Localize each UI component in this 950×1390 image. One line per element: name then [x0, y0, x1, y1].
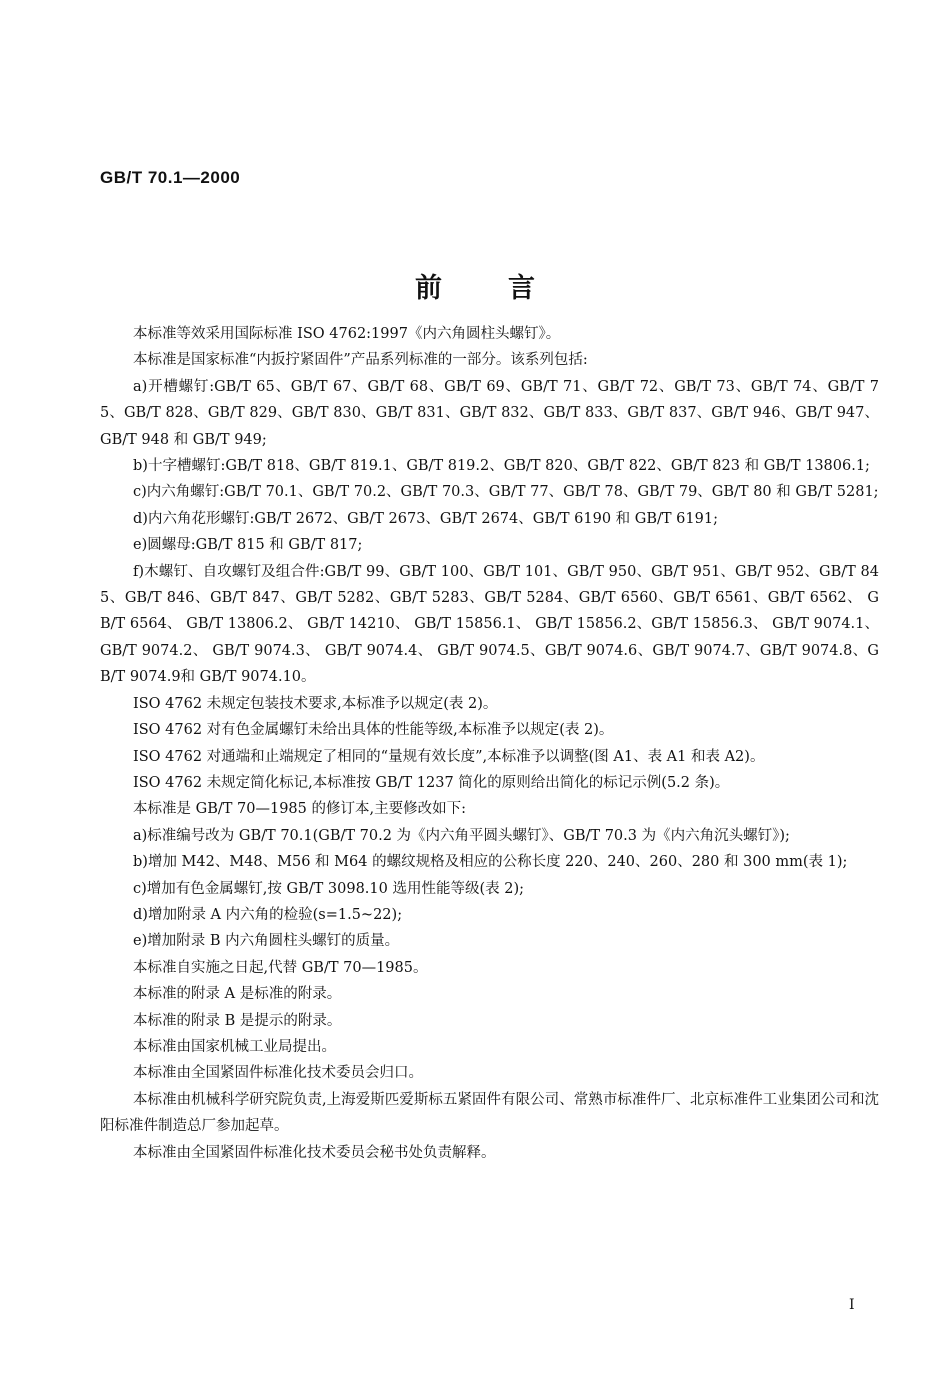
paragraph: 本标准自实施之日起,代替 GB/T 70—1985。 — [133, 959, 428, 976]
preface-body — [100, 321, 879, 1166]
change-item-d: d)增加附录 A 内六角的检验(s=1.5~22); — [133, 906, 403, 923]
paragraph: ISO 4762 未规定包装技术要求,本标准予以规定(表 2)。 — [133, 695, 498, 712]
paragraph: 本标准由机械科学研究院负责,上海爱斯匹爱斯标五紧固件有限公司、常熟市标准件厂、北京标准件工业集团公司和沈阳标准件制造总厂参加起草。 — [100, 1091, 879, 1135]
paragraph: ISO 4762 对有色金属螺钉未给出具体的性能等级,本标准予以规定(表 2)。 — [133, 722, 614, 739]
page-title — [0, 266, 950, 305]
list-item-a: a)开槽螺钉:GB/T 65、GB/T 67、GB/T 68、GB/T 69、GB/T 71、GB/T 72、GB/T 73、GB/T 74、GB/T 75、GB/T 828、GB/T 829、GB/T 830、GB/T 831、GB/T 832、GB/T 833、GB/T 837、GB/T 946、GB/T 947、GB/T 948 和 GB/T 949; — [100, 378, 879, 448]
paragraph: 本标准等效采用国际标准 ISO 4762:1997《内六角圆柱头螺钉》。 — [133, 326, 561, 342]
paragraph: 本标准由全国紧固件标准化技术委员会秘书处负责解释。 — [133, 1144, 496, 1161]
paragraph: ISO 4762 未规定简化标记,本标准按 GB/T 1237 简化的原则给出简化的标记示例(5.2 条)。 — [133, 774, 730, 791]
list-item-b: b)十字槽螺钉:GB/T 818、GB/T 819.1、GB/T 819.2、GB/T 820、GB/T 822、GB/T 823 和 GB/T 13806.1; — [133, 458, 870, 475]
paragraph: 本标准是国家标准“内扳拧紧固件”产品系列标准的一部分。该系列包括: — [133, 352, 588, 369]
change-item-b: b)增加 M42、M48、M56 和 M64 的螺纹规格及相应的公称长度 220、240、260、280 和 300 mm(表 1); — [133, 854, 848, 871]
list-item-d: d)内六角花形螺钉:GB/T 2672、GB/T 2673、GB/T 2674、GB/T 6190 和 GB/T 6191; — [133, 510, 718, 527]
paragraph: 本标准由国家机械工业局提出。 — [133, 1038, 336, 1055]
paragraph: 本标准的附录 A 是标准的附录。 — [133, 986, 342, 1003]
paragraph: 本标准的附录 B 是提示的附录。 — [133, 1012, 342, 1029]
list-item-c: c)内六角螺钉:GB/T 70.1、GB/T 70.2、GB/T 70.3、GB/T 77、GB/T 78、GB/T 79、GB/T 80 和 GB/T 5281; — [133, 484, 879, 501]
title-char-2: 言 — [508, 273, 535, 304]
paragraph: 本标准由全国紧固件标准化技术委员会归口。 — [133, 1065, 423, 1082]
page-number: I — [849, 1297, 855, 1313]
list-item-f: f)木螺钉、自攻螺钉及组合件:GB/T 99、GB/T 100、GB/T 101、GB/T 950、GB/T 951、GB/T 952、GB/T 845、GB/T 846、GB/T 847、GB/T 5282、GB/T 5283、GB/T 5284、GB/T 6560、GB/T 6561、GB/T 6562、 GB/T 6564、 GB/T 13806.2、 GB/T 14210、 GB/T 15856.1、 GB/T 15856.2、GB/T 15856.3、 GB/T 9074.1、 GB/T 9074.2、 GB/T 9074.3、 GB/T 9074.4、 GB/T 9074.5、GB/T 9074.6、GB/T 9074.7、GB/T 9074.8、GB/T 9074.9和 GB/T 9074.10。 — [100, 563, 879, 686]
paragraph: ISO 4762 对通端和止端规定了相同的“量规有效长度”,本标准予以调整(图 A1、表 A1 和表 A2)。 — [133, 748, 765, 765]
change-item-c: c)增加有色金属螺钉,按 GB/T 3098.10 选用性能等级(表 2); — [133, 880, 525, 897]
paragraph: 本标准是 GB/T 70—1985 的修订本,主要修改如下: — [133, 801, 466, 818]
change-item-a: a)标准编号改为 GB/T 70.1(GB/T 70.2 为《内六角平圆头螺钉》、GB/T 70.3 为《内六角沉头螺钉》); — [133, 827, 790, 844]
title-char-1: 前 — [415, 273, 442, 304]
change-item-e: e)增加附录 B 内六角圆柱头螺钉的质量。 — [133, 933, 400, 950]
standard-code: GB/T 70.1—2000 — [100, 168, 241, 187]
list-item-e: e)圆螺母:GB/T 815 和 GB/T 817; — [133, 537, 363, 554]
